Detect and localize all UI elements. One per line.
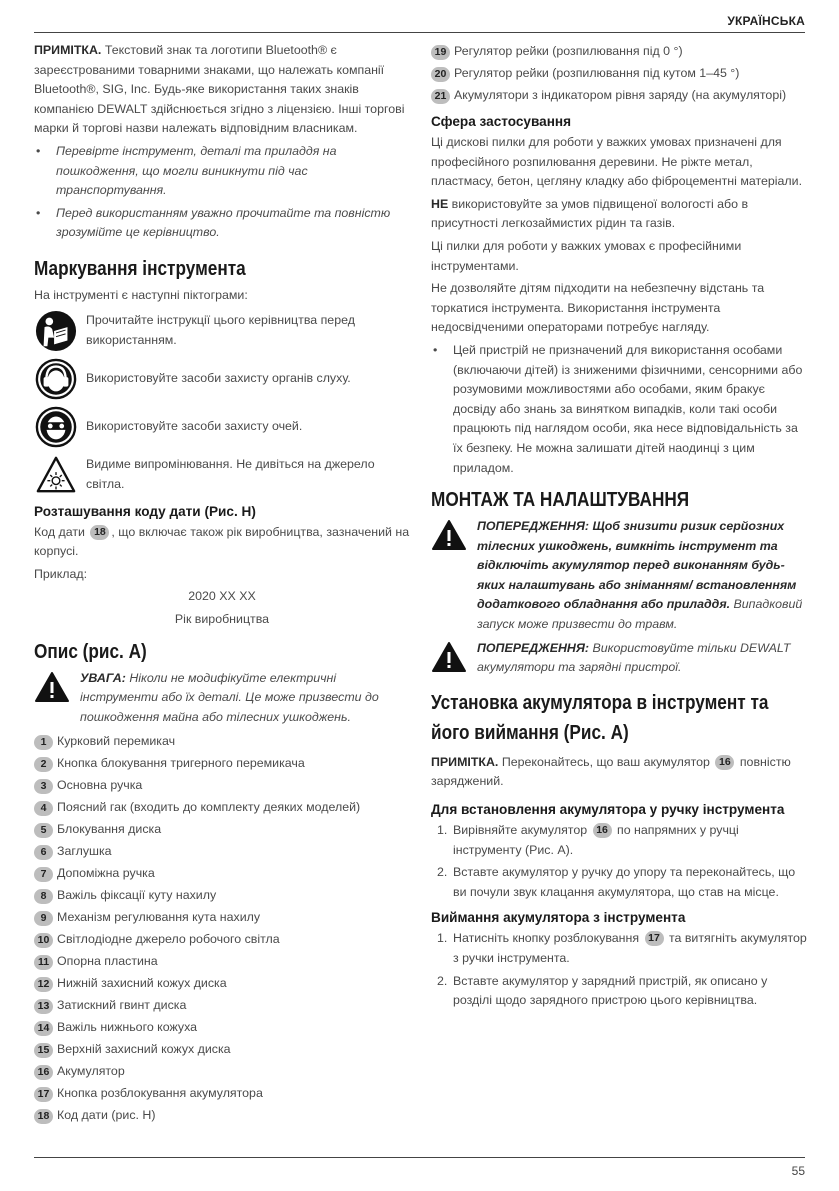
callout-number: 20 [431, 67, 450, 82]
warning-label: ПОПЕРЕДЖЕННЯ: [477, 640, 590, 655]
part-item [34, 1105, 410, 1127]
part-label: Код дати (рис. H) [57, 1108, 156, 1123]
callout-number: 8 [34, 889, 53, 904]
part-label: Світлодіодне джерело робочого світла [57, 932, 280, 947]
step-item: 2. Вставте акумулятор у ручку до упору та переконайтесь, що ви почули звук клацання акумулятора, що став на місце. [437, 865, 796, 899]
marking-intro: На інструменті є наступні піктограми: [34, 287, 248, 302]
part-label: Акумулятор [57, 1064, 125, 1079]
callout-number: 19 [431, 45, 450, 60]
eye-protection-icon [34, 406, 78, 448]
warning-block [431, 517, 807, 635]
part-label: Курковий перемикач [57, 734, 176, 749]
remove-steps [431, 929, 807, 1010]
part-item [34, 1083, 410, 1105]
date-code-text: Код дати 18 , що включає також рік виробництва, зазначений на корпусі. [34, 524, 410, 559]
part-label: Регулятор рейки (розпилювання під 0 °) [454, 44, 683, 59]
example-label: Приклад: [34, 566, 88, 581]
part-label: Опорна пластина [57, 954, 158, 969]
right-column [431, 41, 807, 1014]
warning-icon [431, 519, 467, 551]
bluetooth-note [34, 41, 410, 139]
scope-paragraph: Ці пилки для роботи у важких умовах є професійними інструментами. [431, 238, 742, 273]
list-item: • Перевірте інструмент, деталі та приладдя на пошкодження, що могли виникнути під час транспортування. [36, 143, 337, 198]
pictogram-ear-protection: Використовуйте засоби захисту органів слуху. [34, 358, 410, 400]
scope-paragraph: Не дозволяйте дітям підходити на небезпечну відстань та торкатися інструмента. Використання інструмента недосвідченими операторами потребує нагляду. [431, 281, 765, 335]
battery-note: ПРИМІТКА. Переконайтесь, що ваш акумулятор 16 повністю заряджений. [431, 754, 791, 789]
part-item [34, 929, 410, 951]
parts-list-continued [431, 41, 807, 107]
step-number: 1. [437, 823, 448, 838]
part-item [431, 63, 807, 85]
step-number: 1. [437, 931, 448, 946]
pictogram-visible-radiation: Видиме випромінювання. Не дивіться на джерело світла. [34, 454, 410, 496]
callout-number: 2 [34, 757, 53, 772]
list-item: • Цей пристрій не призначений для використання особами (включаючи дітей) із зниженими фізичними, сенсорними або розумовими можливостями або особами, яким бракує досвіду або знань за винятком випадків, коли такі особи працюють під наглядом особи, яка несе відповідальність за їх безпеку. Не можна залишати дітей наодинці з цим приладом. [433, 342, 803, 475]
part-item [34, 797, 410, 819]
warning-icon [431, 641, 467, 673]
step-number: 2. [437, 973, 448, 988]
part-item [431, 41, 807, 63]
header-divider [34, 32, 805, 33]
step-item: 1. Натисніть кнопку розблокування 17 та витягніть акумулятор з ручки інструмента. [437, 931, 807, 965]
header-language: УКРАЇНСЬКА [727, 14, 805, 28]
pictogram-read-manual: Прочитайте інструкції цього керівництва перед використанням. [34, 310, 410, 352]
caution-block [34, 669, 410, 728]
callout-number: 14 [34, 1021, 53, 1036]
scope-bullets [431, 341, 807, 478]
part-item [34, 885, 410, 907]
part-item [431, 85, 807, 107]
warning-block [431, 639, 807, 678]
date-code-title: Розташування коду дати (Рис. H) [34, 503, 256, 519]
remove-title: Виймання акумулятора з інструмента [431, 910, 686, 926]
part-item [34, 731, 410, 753]
callout-number: 16 [34, 1065, 53, 1080]
callout-number: 18 [90, 525, 109, 540]
page-number: 55 [791, 1164, 805, 1178]
part-item [34, 753, 410, 775]
part-label: Затискний гвинт диска [57, 998, 187, 1013]
warning-icon [34, 671, 70, 703]
inspection-bullets [34, 142, 410, 243]
callout-number: 6 [34, 845, 53, 860]
ear-protection-icon [34, 358, 78, 400]
footer-divider [34, 1157, 805, 1158]
scope-paragraph: НЕ використовуйте за умов підвищеної вологості або в присутності легкозаймистих рідин та газів. [431, 196, 749, 231]
left-column [34, 41, 410, 1127]
callout-number: 16 [715, 755, 734, 770]
example-code: 2020 XX XX [188, 589, 256, 604]
note-label: ПРИМІТКА. [34, 43, 102, 57]
part-item [34, 819, 410, 841]
callout-number: 15 [34, 1043, 53, 1058]
callout-number: 13 [34, 999, 53, 1014]
callout-number: 17 [34, 1087, 53, 1102]
warning-text: Використовуйте тільки DEWALT акумулятори та зарядні пристрої. [477, 640, 791, 675]
part-label: Заглушка [57, 844, 112, 859]
step-item: 1. Вирівняйте акумулятор 16 по напрямних у ручці інструменту (Рис. A). [437, 823, 739, 857]
read-manual-icon [34, 310, 78, 352]
part-label: Акумулятори з індикатором рівня заряду (на акумуляторі) [454, 88, 787, 103]
install-steps [431, 821, 807, 902]
part-label: Допоміжна ручка [57, 866, 155, 881]
callout-number: 10 [34, 933, 53, 948]
part-item [34, 841, 410, 863]
visible-radiation-icon [34, 454, 78, 496]
mounting-title: МОНТАЖ ТА НАЛАШТУВАННЯ [431, 489, 690, 512]
callout-number: 12 [34, 977, 53, 992]
part-item [34, 1039, 410, 1061]
part-label: Нижній захисний кожух диска [57, 976, 227, 991]
callout-number: 11 [34, 955, 53, 970]
part-item [34, 951, 410, 973]
note-text: Текстовий знак та логотипи Bluetooth® є зареєстрованими товарними знаками, що належать компанії Bluetooth®, SIG, Inc. Будь-яке використання таких знаків компанією DEWALT здійснюється згідно з ліцензією. Інші торгові марки й торгові назви належать відповідним власникам. [34, 43, 405, 136]
battery-title: Установка акумулятора в інструмент та його виймання (Рис. A) [431, 691, 769, 744]
parts-list [34, 731, 410, 1127]
caution-text: Ніколи не модифікуйте електричні інструменти або їх деталі. Це може призвести до пошкодження майна або тілесних ушкоджень. [80, 670, 379, 724]
callout-number: 21 [431, 89, 450, 104]
callout-number: 4 [34, 801, 53, 816]
part-label: Кнопка розблокування акумулятора [57, 1086, 263, 1101]
part-label: Верхній захисний кожух диска [57, 1042, 231, 1057]
part-item [34, 1017, 410, 1039]
scope-paragraph: Ці дискові пилки для роботи у важких умовах призначені для професійного розпилювання деревини. Не ріжте метал, пластмасу, бетон, цегляну кладку або фіброцементні матеріали. [431, 135, 803, 189]
part-label: Важіль фіксації куту нахилу [57, 888, 217, 903]
part-label: Регулятор рейки (розпилювання під кутом 1–45 °) [454, 66, 740, 81]
callout-number: 16 [593, 823, 612, 838]
part-item [34, 907, 410, 929]
step-item: 2. Вставте акумулятор у зарядний пристрій, як описано у розділі щодо зарядного пристрою цього керівництва. [437, 973, 768, 1008]
caution-label: УВАГА: [80, 670, 126, 685]
step-number: 2. [437, 865, 448, 880]
warning-text: Випадковий запуск може призвести до травм. [477, 597, 803, 632]
part-item [34, 1061, 410, 1083]
part-item [34, 863, 410, 885]
part-item [34, 995, 410, 1017]
pictogram-eye-protection: Використовуйте засоби захисту очей. [34, 406, 410, 448]
part-label: Блокування диска [57, 822, 162, 837]
callout-number: 1 [34, 735, 53, 750]
part-label: Поясний гак (входить до комплекту деяких моделей) [57, 800, 361, 815]
callout-number: 3 [34, 779, 53, 794]
part-label: Механізм регулювання кута нахилу [57, 910, 261, 925]
list-item: • Перед використанням уважно прочитайте та повністю зрозумійте це керівництво. [36, 205, 391, 240]
callout-number: 9 [34, 911, 53, 926]
callout-number: 18 [34, 1109, 53, 1124]
callout-number: 7 [34, 867, 53, 882]
part-label: Важіль нижнього кожуха [57, 1020, 198, 1035]
part-label: Основна ручка [57, 778, 143, 793]
part-label: Кнопка блокування тригерного перемикача [57, 756, 305, 771]
description-title: Опис (рис. A) [34, 640, 147, 663]
scope-title: Сфера застосування [431, 114, 572, 129]
part-item [34, 775, 410, 797]
callout-number: 5 [34, 823, 53, 838]
part-item [34, 973, 410, 995]
marking-title: Маркування інструмента [34, 257, 246, 280]
example-caption: Рік виробництва [174, 611, 270, 626]
warning-text-bold: ПОПЕРЕДЖЕННЯ: Щоб знизити ризик серйозних тілесних ушкоджень, вимкніть інструмент та відключіть акумулятор перед виконанням будь-яких налаштувань або зніманням/ встановленням додаткового обладнання або приладдя. [477, 519, 797, 612]
install-title: Для встановлення акумулятора у ручку інструмента [431, 802, 785, 818]
callout-number: 17 [645, 931, 664, 946]
